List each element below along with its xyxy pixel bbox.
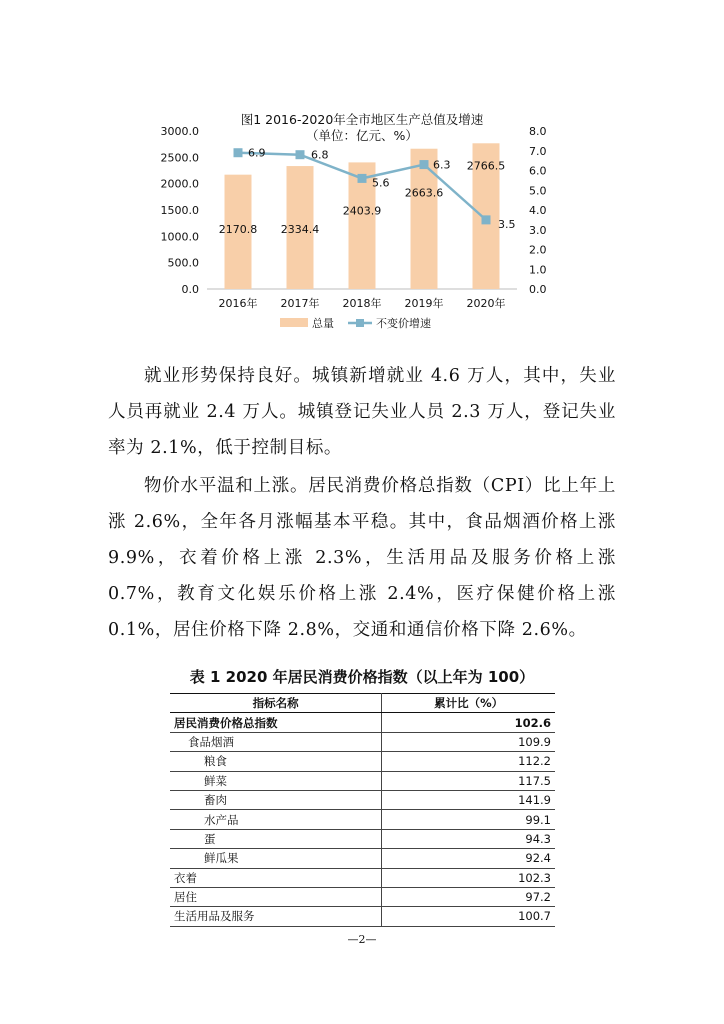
row-name: 衣着 xyxy=(170,868,382,887)
row-value: 100.7 xyxy=(382,907,555,926)
row-value: 109.9 xyxy=(382,732,555,751)
bar-series xyxy=(219,143,506,289)
row-name: 居住 xyxy=(170,887,382,906)
employment-paragraph: 就业形势保持良好。城镇新增就业 4.6 万人，其中，失业人员再就业 2.4 万人。城镇登记失业人员 2.3 万人，登记失业率为 2.1%，低于控制目标。 xyxy=(108,366,616,458)
row-name: 畜肉 xyxy=(170,790,382,809)
chart-legend xyxy=(280,316,431,330)
row-name: 水产品 xyxy=(170,810,382,829)
table-row xyxy=(170,849,555,868)
row-value: 97.2 xyxy=(382,887,555,906)
growth-point xyxy=(296,150,305,159)
page-number: —2— xyxy=(347,933,377,946)
y-right-tick: 0.0 xyxy=(529,283,547,296)
table-row xyxy=(170,752,555,771)
bar-value-label: 2334.4 xyxy=(280,223,320,236)
x-tick-label: 2020年 xyxy=(466,297,506,310)
row-value: 92.4 xyxy=(382,849,555,868)
y-right-tick: 8.0 xyxy=(529,125,547,138)
bar-value-label: 2403.9 xyxy=(342,204,382,218)
row-name: 蛋 xyxy=(170,829,382,848)
x-tick-label: 2017年 xyxy=(280,297,320,310)
y-right-tick: 3.0 xyxy=(529,223,547,237)
bar-value-label: 2766.5 xyxy=(466,159,506,173)
legend-line-marker xyxy=(356,319,364,327)
growth-label: 6.8 xyxy=(311,148,329,162)
row-name: 鲜瓜果 xyxy=(170,849,382,868)
table-row xyxy=(170,810,555,829)
table-row xyxy=(170,829,555,848)
row-name: 粮食 xyxy=(170,752,382,771)
y-right-tick: 6.0 xyxy=(529,164,547,178)
x-tick-label: 2018年 xyxy=(342,297,382,310)
y-left-tick: 0.0 xyxy=(181,283,199,296)
row-name: 居民消费价格总指数 xyxy=(170,713,382,732)
table-row xyxy=(170,732,555,751)
table-row xyxy=(170,790,555,809)
price-paragraph: 物价水平温和上涨。居民消费价格总指数（CPI）比上年上涨 2.6%，全年各月涨幅基本平稳。其中，食品烟酒价格上涨 9.9%，衣着价格上涨 2.3%，生活用品及服务价格上涨 0.7%，教育文化娱乐价格上涨 2.4%，医疗保健价格上涨 0.1%，居住价格下降 2.8%，交通和通信价格下降 2.6%。 xyxy=(108,476,616,640)
y-left-tick: 3000.0 xyxy=(160,125,199,138)
growth-point xyxy=(420,160,429,169)
y-right-tick: 4.0 xyxy=(529,204,547,217)
header-cumulative: 累计比（%） xyxy=(382,694,555,713)
row-value: 141.9 xyxy=(382,790,555,809)
legend-line-label: 不变价增速 xyxy=(376,317,431,330)
growth-label: 6.9 xyxy=(248,146,266,160)
chart-title: 图1 2016-2020年全市地区生产总值及增速 xyxy=(240,112,484,127)
table-row xyxy=(170,713,555,732)
growth-label: 5.6 xyxy=(372,176,390,190)
gdp-chart xyxy=(0,0,724,345)
table-row xyxy=(170,771,555,790)
row-value: 112.2 xyxy=(382,752,555,771)
row-value: 94.3 xyxy=(382,829,555,848)
row-value: 102.3 xyxy=(382,868,555,887)
x-axis xyxy=(219,296,506,310)
row-value: 99.1 xyxy=(382,810,555,829)
bar-value-label: 2663.6 xyxy=(404,186,444,200)
growth-point xyxy=(482,215,491,224)
table-row xyxy=(170,907,555,926)
growth-point xyxy=(234,148,243,157)
y-left-tick: 1000.0 xyxy=(160,230,199,244)
growth-label: 3.5 xyxy=(498,217,516,231)
row-value: 102.6 xyxy=(382,713,555,732)
row-value: 117.5 xyxy=(382,771,555,790)
right-axis xyxy=(529,125,547,296)
y-right-tick: 7.0 xyxy=(529,144,547,158)
growth-label: 6.3 xyxy=(433,158,451,172)
row-name: 食品烟酒 xyxy=(170,732,382,751)
table-row xyxy=(170,868,555,887)
y-left-tick: 1500.0 xyxy=(160,204,199,217)
growth-point xyxy=(358,174,367,183)
left-axis xyxy=(161,125,200,296)
header-indicator: 指标名称 xyxy=(170,694,382,713)
legend-bar-label: 总量 xyxy=(312,317,334,330)
y-left-tick: 500.0 xyxy=(167,256,199,270)
legend-bar-swatch xyxy=(280,318,308,327)
table-header-row xyxy=(170,694,555,713)
y-left-tick: 2500.0 xyxy=(160,151,199,165)
row-name: 鲜菜 xyxy=(170,771,382,790)
x-tick-label: 2019年 xyxy=(404,297,444,310)
y-right-tick: 5.0 xyxy=(529,184,547,198)
x-tick-label: 2016年 xyxy=(218,297,258,310)
table-title: 表 1 2020 年居民消费价格指数（以上年为 100） xyxy=(189,668,535,686)
row-name: 生活用品及服务 xyxy=(170,907,382,926)
bar-value-label: 2170.8 xyxy=(218,223,258,236)
y-right-tick: 1.0 xyxy=(529,263,547,277)
y-left-tick: 2000.0 xyxy=(160,177,199,191)
cpi-table xyxy=(170,693,555,927)
y-right-tick: 2.0 xyxy=(529,243,547,257)
table-row xyxy=(170,887,555,906)
chart-subtitle: （单位：亿元、%） xyxy=(306,128,418,143)
